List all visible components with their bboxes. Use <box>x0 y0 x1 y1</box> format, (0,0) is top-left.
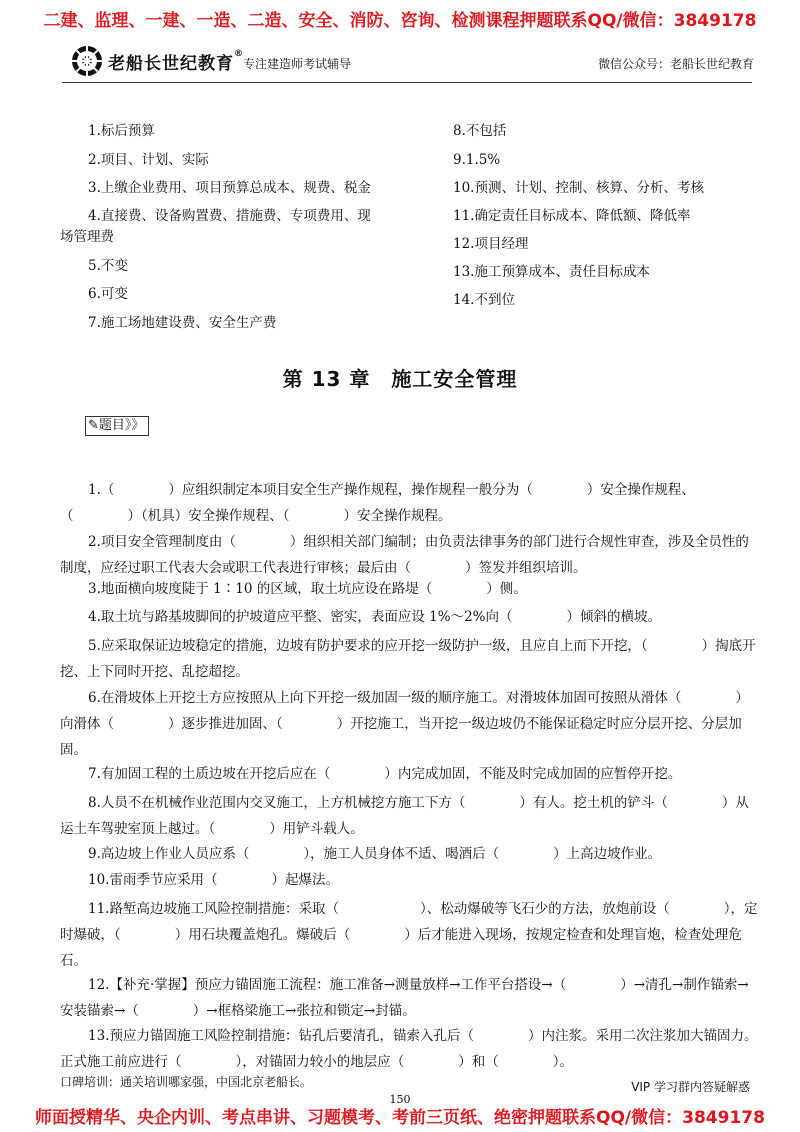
question-2: 2.项目安全管理制度由（ ）组织相关部门编制；由负责法律事务的部门进行合规性审查，涉及全员性的制度，应经过职工代表大会或职工代表进行审核；最后由（ ）签发并组织培训。 <box>60 534 749 576</box>
question-12: 12.【补充·掌握】预应力锚固施工流程：施工准备→测量放样→工作平台搭设→（ ）→清孔→制作锚索→安装锚索→（ ）→框格梁施工→张拉和锁定→封锚。 <box>60 977 749 1019</box>
header-wechat: 微信公众号：老船长世纪教育 <box>597 57 754 71</box>
page-number: 150 <box>389 1093 411 1106</box>
section-tag: ✎题目》》 <box>85 416 149 436</box>
chapter-title: 第 13 章 施工安全管理 <box>282 367 518 391</box>
question-1: 1.（ ）应组织制定本项目安全生产操作规程，操作规程一般分为（ ）安全操作规程、（ ）（机具）安全操作规程、（ ）安全操作规程。 <box>60 482 695 524</box>
answer-left-3: 3.上缴企业费用、项目预算总成本、规费、税金 <box>88 180 371 196</box>
answer-right-8: 8.不包括 <box>453 123 507 139</box>
logo-text: 老船长世纪教育® <box>108 48 244 74</box>
footer-vip: VIP 学习群内答疑解惑 <box>631 1080 750 1094</box>
answer-left-4: 4.直接费、设备购置费、措施费、专项费用、现 <box>88 208 371 224</box>
answer-right-13: 13.施工预算成本、责任目标成本 <box>453 264 650 280</box>
answer-left-7: 7.施工场地建设费、安全生产费 <box>88 315 277 331</box>
answer-left-6: 6.可变 <box>88 286 128 302</box>
question-5: 5.应采取保证边坡稳定的措施，边坡有防护要求的应开挖一级防护一级，且应自上而下开挖，（ ）掏底开挖、上下同时开挖、乱挖超挖。 <box>60 638 756 680</box>
question-13: 13.预应力锚固施工风险控制措施：钻孔后要清孔，锚索入孔后（ ）内注浆。采用二次注浆加大锚固力。正式施工前应进行（ ），对锚固力较小的地层应（ ）和（ ）。 <box>60 1028 758 1070</box>
answer-left-1: 1.标后预算 <box>88 123 155 139</box>
answer-right-10: 10.预测、计划、控制、核算、分析、考核 <box>453 180 704 196</box>
promo-banner-bottom: 师面授精华、央企内训、考点串讲、习题模考、考前三页纸、绝密押题联系QQ/微信：3849178 <box>35 1108 765 1128</box>
answer-right-12: 12.项目经理 <box>453 236 529 252</box>
answer-right-14: 14.不到位 <box>453 292 515 308</box>
answer-right-11: 11.确定责任目标成本、降低额、降低率 <box>453 208 691 224</box>
header-divider <box>62 82 752 83</box>
ship-wheel-icon <box>70 44 104 78</box>
answer-right-9: 9.1.5% <box>453 152 501 168</box>
pencil-icon: ✎ <box>88 418 99 433</box>
header-tagline: 专注建造师考试辅导 <box>243 57 352 71</box>
question-9: 9.高边坡上作业人员应系（ ），施工人员身体不适、喝酒后（ ）上高边坡作业。 <box>88 846 662 862</box>
question-4: 4.取土坑与路基坡脚间的护坡道应平整、密实，表面应设 1%～2%向（ ）倾斜的横坡。 <box>88 609 662 625</box>
answer-left-5: 5.不变 <box>88 258 128 274</box>
question-3: 3.地面横向坡度陡于 1∶10 的区域，取土坑应设在路堤（ ）侧。 <box>88 581 527 597</box>
promo-banner-top: 二建、监理、一建、一造、二造、安全、消防、咨询、检测课程押题联系QQ/微信：3849178 <box>43 11 757 31</box>
answer-left-4-cont: 场管理费 <box>60 229 114 245</box>
footer-slogan: 口碑培训：通关培训哪家强，中国北京老船长。 <box>60 1075 313 1089</box>
question-10: 10.雷雨季节应采用（ ）起爆法。 <box>88 872 339 888</box>
question-11: 11.路堑高边坡施工风险控制措施：采取（ ）、松动爆破等飞石少的方法，放炮前设（ ），定时爆破，（ ）用石块覆盖炮孔。爆破后（ ）后才能进入现场，按规定检查和处理盲炮，检查处理危石。 <box>60 901 758 969</box>
answer-left-2: 2.项目、计划、实际 <box>88 152 209 168</box>
brand-logo <box>70 44 244 78</box>
question-6: 6.在滑坡体上开挖土方应按照从上向下开挖一级加固一级的顺序施工。对滑坡体加固可按照从滑体（ ）向滑体（ ）逐步推进加固、（ ）开挖施工，当开挖一级边坡仍不能保证稳定时应分层开挖、分层加固。 <box>60 690 749 758</box>
question-7: 7.有加固工程的土质边坡在开挖后应在（ ）内完成加固，不能及时完成加固的应暂停开挖。 <box>88 766 682 782</box>
question-8: 8.人员不在机械作业范围内交叉施工，上方机械挖方施工下方（ ）有人。挖土机的铲斗（ ）从运土车驾驶室顶上越过。（ ）用铲斗载人。 <box>60 795 749 837</box>
